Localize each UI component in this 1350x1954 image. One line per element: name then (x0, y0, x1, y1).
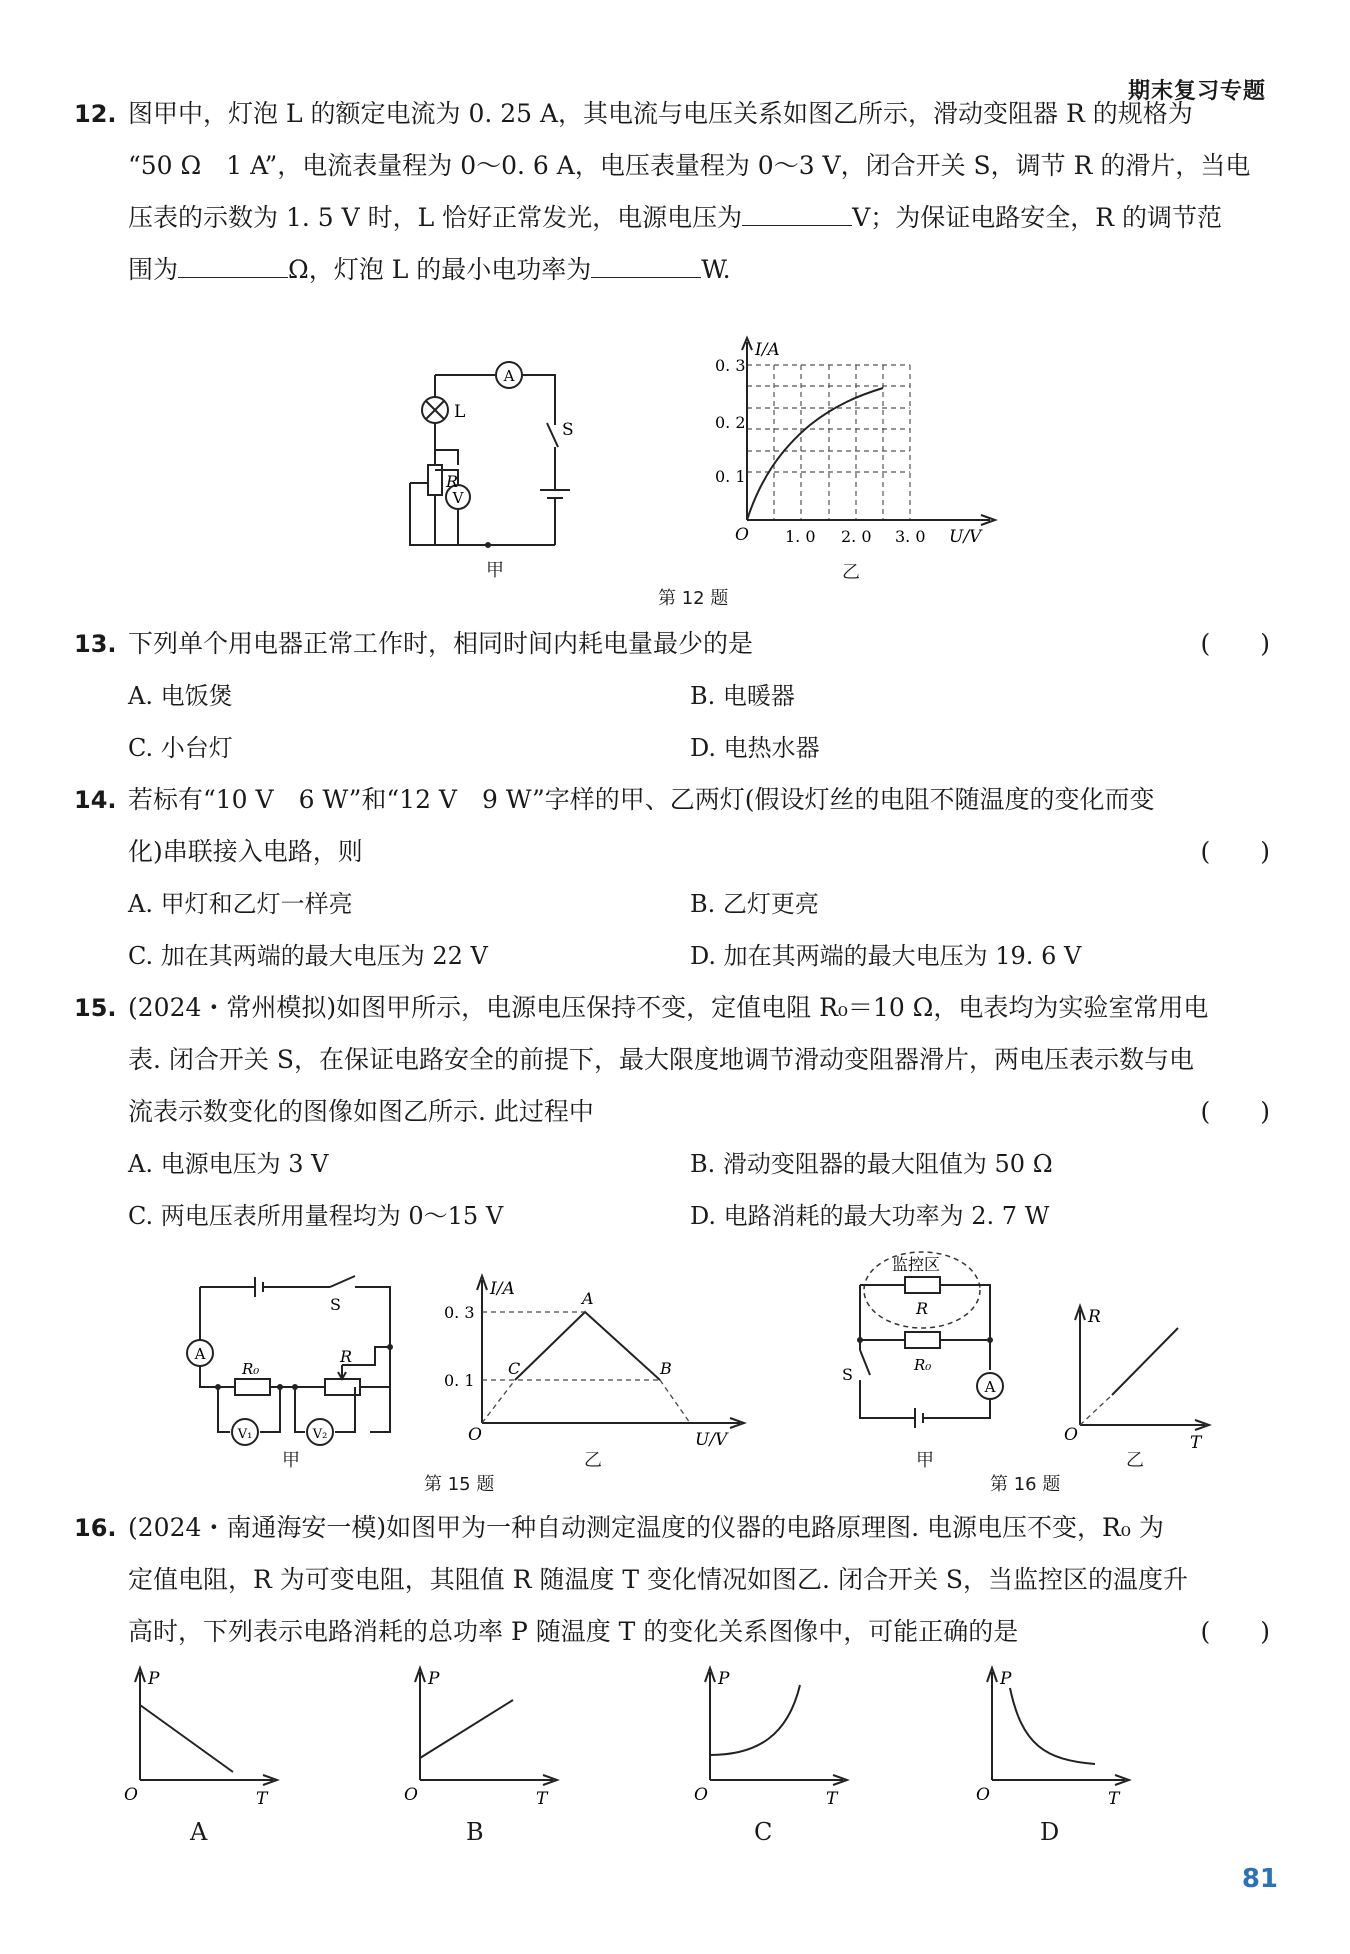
q15-options (128, 1138, 1268, 1242)
switch-label: S (842, 1365, 853, 1384)
q16-line3: 高时，下列表示电路消耗的总功率 P 随温度 T 的变化关系图像中，可能正确的是 (128, 1617, 1019, 1646)
q12-line4: 围为 Ω，灯泡 L 的最小电功率为 W. (128, 244, 1270, 296)
question-number: 14. (74, 786, 117, 814)
choice-label-d[interactable]: D (1040, 1818, 1060, 1846)
ammeter-label: A (984, 1378, 996, 1396)
answer-blank[interactable] (591, 251, 701, 278)
q16-line1: (2024・南通海安一模)如图甲为一种自动测定温度的仪器的电路原理图. 电源电压不变，R₀ 为 (128, 1513, 1164, 1542)
option-a[interactable]: A. 电饭煲 (128, 682, 233, 710)
x-axis-label: U/V (695, 1430, 728, 1450)
question-number: 12. (74, 100, 117, 128)
choice-graph-b[interactable] (398, 1660, 568, 1810)
y-axis-label: P (428, 1669, 440, 1689)
q15-fig-right-label: 乙 (584, 1450, 602, 1471)
q13-options (128, 670, 1268, 774)
question-14 (74, 774, 1270, 878)
question-12 (74, 88, 1270, 296)
r0-label: R₀ (914, 1356, 932, 1374)
y-axis-label: P (1000, 1669, 1012, 1689)
y-tick-0.2: 0. 2 (715, 413, 746, 432)
switch-label: S (562, 420, 574, 440)
choice-graph-d[interactable] (970, 1660, 1140, 1810)
x-axis-label: T (1190, 1433, 1202, 1453)
choice-label-b[interactable]: B (466, 1818, 484, 1846)
point-b-label: B (660, 1359, 672, 1378)
choice-label-a[interactable]: A (190, 1818, 208, 1846)
option-d[interactable]: D. 电热水器 (690, 734, 820, 762)
option-c[interactable]: C. 两电压表所用量程均为 0～15 V (128, 1202, 504, 1230)
answer-bracket[interactable]: ( ) (1200, 1617, 1270, 1646)
q16-fig-right-label: 乙 (1126, 1450, 1144, 1471)
option-d[interactable]: D. 加在其两端的最大电压为 19. 6 V (690, 942, 1082, 970)
question-16 (74, 1502, 1270, 1658)
ammeter-label: A (194, 1345, 206, 1363)
option-c[interactable]: C. 加在其两端的最大电压为 22 V (128, 942, 488, 970)
origin-label: O (976, 1785, 990, 1805)
q16-caption: 第 16 题 (990, 1474, 1061, 1495)
answer-bracket[interactable]: ( ) (1200, 629, 1270, 658)
question-15 (74, 982, 1270, 1138)
x-axis-label: T (1108, 1789, 1120, 1809)
origin-label: O (735, 525, 749, 545)
switch-label: S (330, 1295, 341, 1314)
q15-line3: 流表示数变化的图像如图乙所示. 此过程中 (128, 1097, 594, 1126)
r0-label: R₀ (242, 1360, 260, 1378)
q15-circuit-diagram (180, 1262, 410, 1462)
option-b[interactable]: B. 滑动变阻器的最大阻值为 50 Ω (690, 1150, 1053, 1178)
q12-line2: “50 Ω 1 A”，电流表量程为 0～0. 6 A，电压表量程为 0～3 V，闭合开关 S，调节 R 的滑片，当电 (128, 151, 1251, 180)
q16-line2: 定值电阻，R 为可变电阻，其阻值 R 随温度 T 变化情况如图乙. 闭合开关 S，当监控区的温度升 (128, 1565, 1189, 1594)
origin-label: O (1064, 1425, 1078, 1445)
zone-label: 监控区 (892, 1255, 941, 1274)
y-axis-label: R (1088, 1307, 1101, 1327)
option-a[interactable]: A. 甲灯和乙灯一样亮 (128, 890, 353, 918)
x-axis-label: T (826, 1789, 838, 1809)
resistor-label: R (446, 472, 459, 491)
y-tick-0.1: 0. 1 (444, 1371, 475, 1390)
x-tick-3.0: 3. 0 (895, 527, 926, 546)
question-number: 15. (74, 994, 117, 1022)
x-tick-2.0: 2. 0 (841, 527, 872, 546)
r-label: R (340, 1347, 353, 1366)
page-header: 期末复习专题 (1127, 79, 1266, 104)
q16-fig-left-label: 甲 (916, 1450, 934, 1471)
question-13 (74, 618, 1270, 670)
question-number: 13. (74, 630, 117, 658)
x-axis-label: T (256, 1789, 268, 1809)
q13-stem: 下列单个用电器正常工作时，相同时间内耗电量最少的是 (128, 629, 754, 658)
q15-caption: 第 15 题 (424, 1474, 495, 1495)
y-axis-label: P (718, 1669, 730, 1689)
q15-fig-left-label: 甲 (282, 1450, 300, 1471)
q14-options (128, 878, 1268, 982)
q12-line1: 图甲中，灯泡 L 的额定电流为 0. 25 A，其电流与电压关系如图乙所示，滑动变阻器 R 的规格为 (128, 99, 1193, 128)
option-c[interactable]: C. 小台灯 (128, 734, 233, 762)
answer-bracket[interactable]: ( ) (1200, 1097, 1270, 1126)
choice-graph-c[interactable] (688, 1660, 858, 1810)
q14-line2: 化)串联接入电路，则 (128, 837, 363, 866)
option-a[interactable]: A. 电源电压为 3 V (128, 1150, 329, 1178)
q12-fig-right-label: 乙 (842, 562, 860, 583)
answer-bracket[interactable]: ( ) (1200, 837, 1270, 866)
q15-line2: 表. 闭合开关 S，在保证电路安全的前提下，最大限度地调节滑动变阻器滑片，两电压表示数与电 (128, 1045, 1194, 1074)
origin-label: O (124, 1785, 138, 1805)
question-number: 16. (74, 1514, 117, 1542)
q16-circuit-diagram (840, 1250, 1020, 1450)
q12-line3: 压表的示数为 1. 5 V 时，L 恰好正常发光，电源电压为 V；为保证电路安全，R 的调节范 (128, 192, 1270, 244)
option-b[interactable]: B. 乙灯更亮 (690, 890, 819, 918)
origin-label: O (468, 1425, 482, 1445)
option-b[interactable]: B. 电暖器 (690, 682, 795, 710)
x-axis-label: U/V (949, 527, 982, 547)
q12-fig-left-label: 甲 (486, 560, 504, 581)
point-a-label: A (582, 1289, 594, 1308)
option-d[interactable]: D. 电路消耗的最大功率为 2. 7 W (690, 1202, 1050, 1230)
y-tick-0.3: 0. 3 (715, 356, 746, 375)
q12-circuit-diagram (390, 345, 590, 585)
y-axis-label: I/A (490, 1279, 515, 1299)
x-tick-1.0: 1. 0 (785, 527, 816, 546)
q12-caption: 第 12 题 (658, 588, 729, 609)
x-axis-label: T (536, 1789, 548, 1809)
y-tick-0.3: 0. 3 (444, 1303, 475, 1322)
answer-blank[interactable] (178, 251, 288, 278)
page-number: 81 (1241, 1864, 1278, 1894)
y-tick-0.1: 0. 1 (715, 467, 746, 486)
v1-label: V₁ (237, 1427, 253, 1442)
r-label: R (916, 1299, 929, 1318)
q16-rt-graph (1050, 1300, 1220, 1460)
lamp-label: L (454, 402, 466, 422)
origin-label: O (694, 1785, 708, 1805)
v2-label: V₂ (312, 1427, 328, 1442)
y-axis-label: P (148, 1669, 160, 1689)
point-c-label: C (508, 1359, 521, 1378)
q14-line1: 若标有“10 V 6 W”和“12 V 9 W”字样的甲、乙两灯(假设灯丝的电阻不随温度的变化而变 (128, 785, 1155, 814)
y-axis-label: I/A (755, 340, 780, 360)
voltmeter-label: V (452, 489, 464, 507)
q12-iu-graph (705, 330, 1005, 550)
q15-line1: (2024・常州模拟)如图甲所示，电源电压保持不变，定值电阻 R₀＝10 Ω，电表均为实验室常用电 (128, 993, 1209, 1022)
origin-label: O (404, 1785, 418, 1805)
q15-iu-graph (440, 1268, 750, 1468)
choice-label-c[interactable]: C (754, 1818, 773, 1846)
choice-graph-a[interactable] (118, 1660, 288, 1810)
ammeter-label: A (503, 367, 515, 385)
answer-blank[interactable] (742, 199, 852, 226)
